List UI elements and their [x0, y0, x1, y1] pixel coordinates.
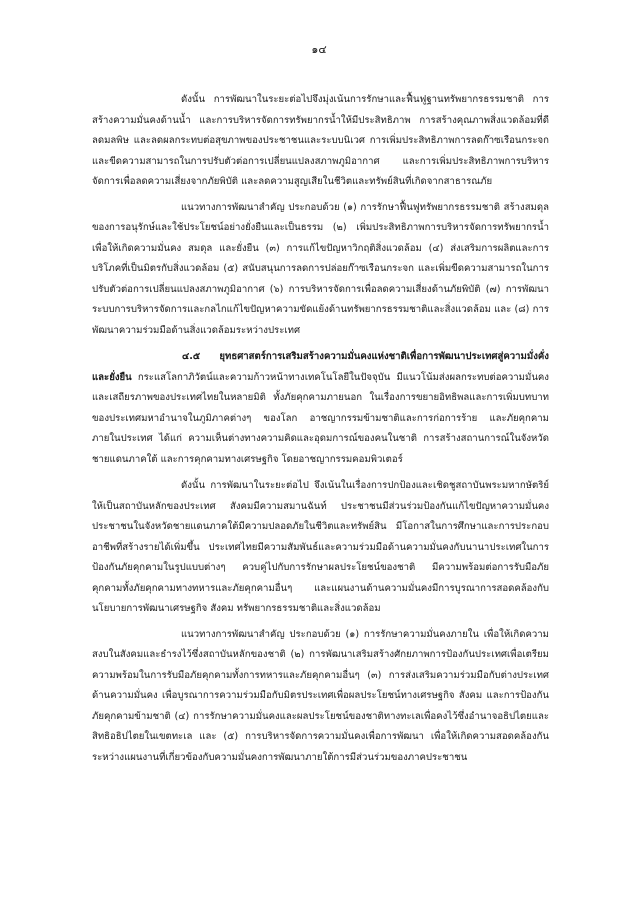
paragraph-security-focus: ดังนั้น การพัฒนาในระยะต่อไป จึงเน้นในเรื่องการปกป้องและเชิดชูสถาบันพระมหากษัตริย์ให้เป็นสถาบันหลักของประเทศ สังคมมีความสมานฉันท์ ประชาชนมีส่วนร่วมป้องกันแก้ไขปัญหาความมั่นคง ประชาชนในจังหวัดชายแดนภาคใต้มีความปลอดภัยในชีวิตและทรัพย์สิน มีโอกาสในการศึกษาและการประกอบอาชีพที่สร้างรายได้เพิ่มขึ้น ประเทศไทยมีความสัมพันธ์และความร่วมมือด้านความมั่นคงกับนานาประเทศในการป้องกันภัยคุกคามในรูปแบบต่างๆ ควบคู่ไปกับการรักษาผลประโยชน์ของชาติ มีความพร้อมต่อการรับมือภัยคุกคามทั้งภัยคุกคามทางทหารและภัยคุกคามอื่นๆ และแผนงานด้านความมั่นคงมีการบูรณาการสอดคล้องกับนโยบายการพัฒนาเศรษฐกิจ สังคม ทรัพยากรธรรมชาติและสิ่งแวดล้อม [92, 480, 549, 614]
paragraph-security-strategy [92, 347, 549, 470]
paragraph-development-focus: ดังนั้น การพัฒนาในระยะต่อไปจึงมุ่งเน้นการรักษาและฟื้นฟูฐานทรัพยากรธรรมชาติ การสร้างความมั่นคงด้านน้ำ และการบริหารจัดการทรัพยากรน้ำให้มีประสิทธิภาพ การสร้างคุณภาพสิ่งแวดล้อมที่ดี ลดมลพิษ และลดผลกระทบต่อสุขภาพของประชาชนและระบบนิเวศ การเพิ่มประสิทธิภาพการลดก๊าซเรือนกระจกและขีดความสามารถในการปรับตัวต่อการเปลี่ยนแปลงสภาพภูมิอากาศ และการเพิ่มประสิทธิภาพการบริหารจัดการเพื่อลดความเสี่ยงจากภัยพิบัติ และลดความสูญเสียในชีวิตและทรัพย์สินที่เกิดจากสาธารณภัย [92, 94, 549, 187]
section-heading: ๔.๕ ยุทธศาสตร์การเสริมสร้างความมั่นคงแห่งชาติเพื่อการพัฒนาประเทศสู่ความมั่งคั่งและยั่งยืน [92, 351, 549, 383]
paragraph-development-guidelines: แนวทางการพัฒนาสำคัญ ประกอบด้วย (๑) การรักษาฟื้นฟูทรัพยากรธรรมชาติ สร้างสมดุลของการอนุรักษ์และใช้ประโยชน์อย่างยั่งยืนและเป็นธรรม (๒) เพิ่มประสิทธิภาพการบริหารจัดการทรัพยากรน้ำเพื่อให้เกิดความมั่นคง สมดุล และยั่งยืน (๓) การแก้ไขปัญหาวิกฤติสิ่งแวดล้อม (๔) ส่งเสริมการผลิตและการบริโภคที่เป็นมิตรกับสิ่งแวดล้อม (๕) สนับสนุนการลดการปล่อยก๊าซเรือนกระจก และเพิ่มขีดความสามารถในการปรับตัวต่อการเปลี่ยนแปลงสภาพภูมิอากาศ (๖) การบริหารจัดการเพื่อลดความเสี่ยงด้านภัยพิบัติ (๗) การพัฒนาระบบการบริหารจัดการและกลไกแก้ไขปัญหาความขัดแย้งด้านทรัพยากรธรรมชาติและสิ่งแวดล้อม และ (๘) การพัฒนาความร่วมมือด้านสิ่งแวดล้อมระหว่างประเทศ [92, 201, 549, 336]
document-body [92, 90, 549, 768]
section-heading-body: กระแสโลกาภิวัตน์และความก้าวหน้าทางเทคโนโลยีในปัจจุบัน มีแนวโน้มส่งผลกระทบต่อความมั่นคงและเสถียรภาพของประเทศไทยในหลายมิติ ทั้งภัยคุกคามภายนอก ในเรื่องการขยายอิทธิพลและการเพิ่มบทบาทของประเทศมหาอำนาจในภูมิภาคต่างๆ ของโลก อาชญากรรมข้ามชาติและการก่อการร้าย และภัยคุกคามภายในประเทศ ได้แก่ ความเห็นต่างทางความคิดและอุดมการณ์ของคนในชาติ การสร้างสถานการณ์ในจังหวัดชายแดนภาคใต้ และการคุกคามทางเศรษฐกิจ โดยอาชญากรรมคอมพิวเตอร์ [92, 371, 549, 465]
paragraph-security-guidelines: แนวทางการพัฒนาสำคัญ ประกอบด้วย (๑) การรักษาความมั่นคงภายใน เพื่อให้เกิดความสงบในสังคมและธำรงไว้ซึ่งสถาบันหลักของชาติ (๒) การพัฒนาเสริมสร้างศักยภาพการป้องกันประเทศเพื่อเตรียมความพร้อมในการรับมือภัยคุกคามทั้งการทหารและภัยคุกคามอื่นๆ (๓) การส่งเสริมความร่วมมือกับต่างประเทศด้านความมั่นคง เพื่อบูรณาการความร่วมมือกับมิตรประเทศเพื่อผลประโยชน์ทางเศรษฐกิจ สังคม และการป้องกันภัยคุกคามข้ามชาติ (๔) การรักษาความมั่นคงและผลประโยชน์ของชาติทางทะเลเพื่อคงไว้ซึ่งอำนาจอธิปไตยและสิทธิอธิปไตยในเขตทะเล และ (๕) การบริหารจัดการความมั่นคงเพื่อการพัฒนา เพื่อให้เกิดความสอดคล้องกันระหว่างแผนงานที่เกี่ยวข้องกับความมั่นคงการพัฒนาภายใต้การมีส่วนร่วมของภาคประชาชน [92, 628, 549, 763]
page-number: ๑๔ [311, 43, 327, 56]
